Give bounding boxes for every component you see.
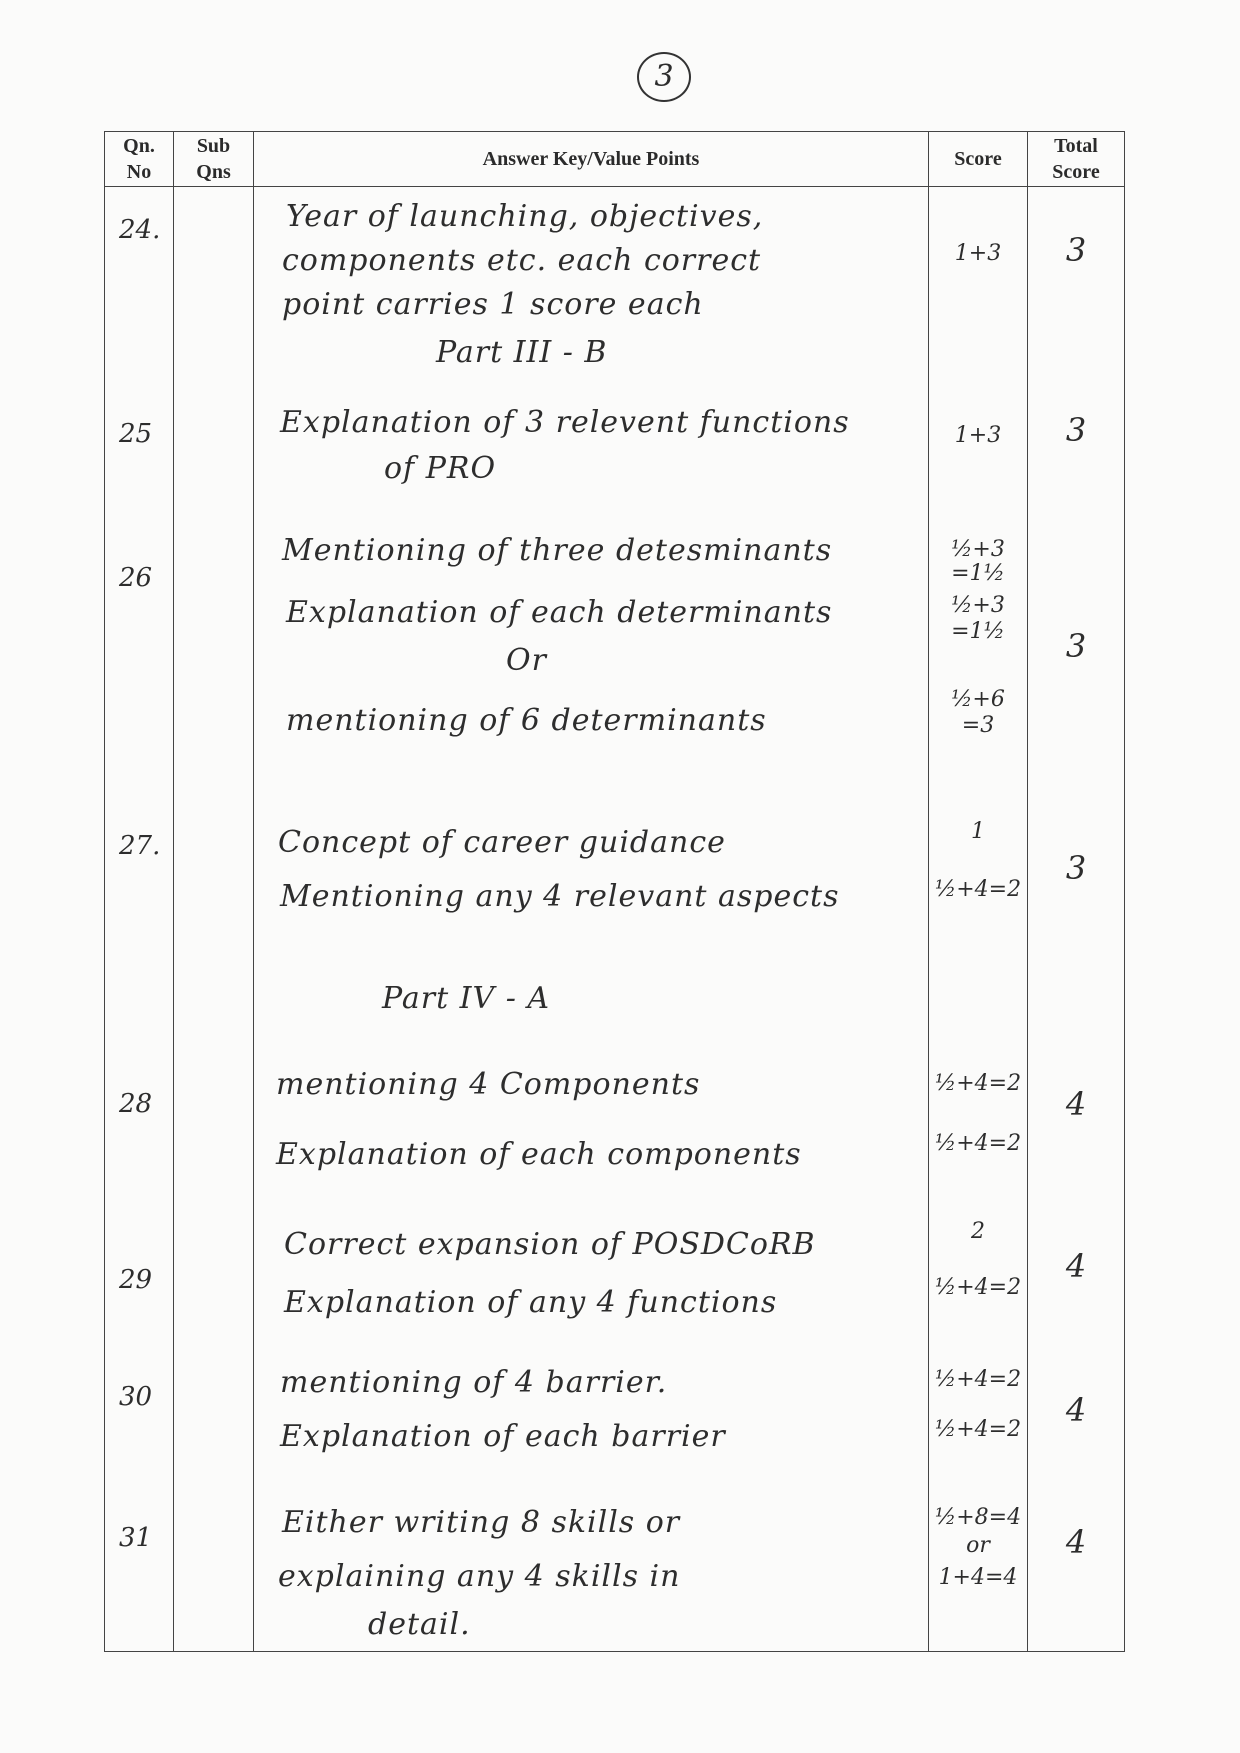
part-4a-heading: Part IV - A: [382, 981, 551, 1016]
q25-line-2: of PRO: [384, 451, 497, 486]
q30-score-1: ½+4=2: [934, 1367, 1022, 1392]
header-row: [105, 132, 1125, 187]
q28-line-2: Explanation of each components: [276, 1137, 802, 1172]
q26-score-6: =3: [961, 713, 995, 738]
q24-total: 3: [1065, 231, 1087, 269]
header-answer-key: Answer Key/Value Points: [254, 132, 929, 187]
q24-score: 1+3: [954, 241, 1002, 266]
q28-line-1: mentioning 4 Components: [276, 1067, 701, 1102]
total-score-column: [1028, 187, 1125, 1652]
qn-column: [105, 187, 174, 1652]
q28-score-1: ½+4=2: [934, 1071, 1022, 1096]
q26-score-3: ½+3: [951, 593, 1005, 618]
page-number: 3: [637, 52, 691, 102]
q29-score-2: ½+4=2: [934, 1275, 1022, 1300]
q28-score-2: ½+4=2: [934, 1131, 1022, 1156]
q26-total: 3: [1065, 627, 1087, 665]
q26-score-4: =1½: [951, 619, 1005, 644]
q26-line-4: mentioning of 6 determinants: [286, 703, 767, 738]
q28-total: 4: [1065, 1085, 1087, 1123]
header-total-score: Total Score: [1028, 132, 1125, 187]
q24-line-3: point carries 1 score each: [282, 287, 704, 322]
q31-score-1: ½+8=4: [934, 1505, 1022, 1530]
q29-line-1: Correct expansion of POSDCoRB: [284, 1227, 816, 1262]
answer-column: [254, 187, 929, 1652]
qn-27: 27.: [119, 831, 161, 861]
q30-line-2: Explanation of each barrier: [280, 1419, 726, 1454]
q25-score: 1+3: [954, 423, 1002, 448]
q26-line-1: Mentioning of three detesminants: [282, 533, 833, 568]
q29-line-2: Explanation of any 4 functions: [284, 1285, 778, 1320]
qn-29: 29: [119, 1265, 153, 1295]
q27-score-2: ½+4=2: [934, 877, 1022, 902]
sub-qns-column: [174, 187, 254, 1652]
q29-score-1: 2: [971, 1219, 985, 1244]
q31-score-2: or: [966, 1533, 990, 1558]
q30-score-2: ½+4=2: [934, 1417, 1022, 1442]
qn-31: 31: [119, 1523, 153, 1553]
header-sub-qns: Sub Qns: [174, 132, 254, 187]
answer-key-table: [104, 131, 1125, 1652]
q31-line-3: detail.: [368, 1607, 471, 1642]
q24-line-1: Year of launching, objectives,: [286, 199, 764, 234]
q25-total: 3: [1065, 411, 1087, 449]
q25-line-1: Explanation of 3 relevent functions: [280, 405, 850, 440]
q26-score-2: =1½: [951, 561, 1005, 586]
header-score: Score: [929, 132, 1028, 187]
part-3b-heading: Part III - B: [436, 335, 608, 370]
q29-total: 4: [1065, 1247, 1087, 1285]
q27-total: 3: [1065, 849, 1087, 887]
q30-line-1: mentioning of 4 barrier.: [280, 1365, 668, 1400]
q27-score-1: 1: [971, 819, 985, 844]
qn-26: 26: [119, 563, 153, 593]
q30-total: 4: [1065, 1391, 1087, 1429]
body-row: [105, 187, 1125, 1652]
q26-score-5: ½+6: [951, 687, 1005, 712]
q26-or: Or: [506, 643, 547, 678]
header-qn-no: Qn. No: [105, 132, 174, 187]
q24-line-2: components etc. each correct: [282, 243, 762, 278]
q31-line-2: explaining any 4 skills in: [278, 1559, 681, 1594]
qn-24: 24.: [119, 215, 161, 245]
q26-score-1: ½+3: [951, 537, 1005, 562]
qn-28: 28: [119, 1089, 153, 1119]
q27-line-1: Concept of career guidance: [278, 825, 726, 860]
q31-line-1: Either writing 8 skills or: [282, 1505, 681, 1540]
q31-score-3: 1+4=4: [938, 1565, 1018, 1590]
score-column: [929, 187, 1028, 1652]
q26-line-2: Explanation of each determinants: [286, 595, 833, 630]
qn-25: 25: [119, 419, 153, 449]
qn-30: 30: [119, 1382, 153, 1412]
q27-line-2: Mentioning any 4 relevant aspects: [280, 879, 840, 914]
q31-total: 4: [1065, 1523, 1087, 1561]
